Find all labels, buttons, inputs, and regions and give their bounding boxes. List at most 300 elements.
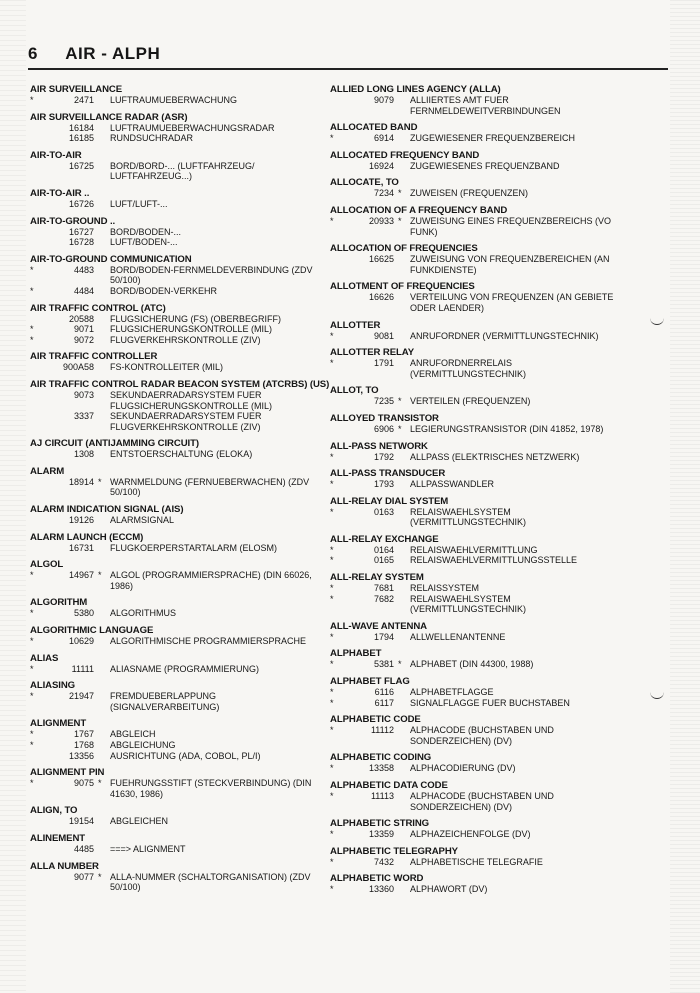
- entry-number: 7682: [373, 593, 394, 604]
- entry-number: 5381: [373, 659, 394, 670]
- translation-line: [330, 632, 630, 643]
- dictionary-entry: [30, 833, 330, 855]
- german-translation: ABGLEICH: [110, 729, 156, 740]
- translation-line: [330, 583, 630, 594]
- entry-term: ALPHABETIC TELEGRAPHY: [330, 845, 458, 857]
- german-translation: ZUGEWIESENES FREQUENZBAND: [410, 160, 560, 171]
- translation-line: [30, 816, 330, 827]
- entry-term: ALIGNMENT: [30, 718, 87, 730]
- entry-term: AJ CIRCUIT (ANTIJAMMING CIRCUIT): [30, 438, 199, 450]
- entry-number: 900A58: [62, 362, 94, 373]
- standard-star-marker: *: [330, 544, 334, 555]
- german-translation: RELAISWAEHLVERMITTLUNG: [410, 544, 538, 555]
- translation-line: [30, 636, 330, 647]
- dictionary-entry: [30, 680, 330, 712]
- left-column: [30, 84, 330, 899]
- standard-star-marker: *: [30, 334, 34, 345]
- german-translation: ALLIIERTES AMT FUER FERNMELDEWEITVERBINDUNGEN: [410, 95, 561, 116]
- definition-star-marker: *: [398, 396, 402, 407]
- standard-star-marker: *: [30, 324, 34, 335]
- standard-star-marker: *: [330, 884, 334, 895]
- translation-line: [30, 314, 330, 325]
- translation-line: [330, 857, 630, 868]
- entry-number: 9072: [73, 334, 94, 345]
- translation-line: [330, 452, 630, 463]
- translation-line: [330, 424, 630, 435]
- translation-line: [30, 664, 330, 675]
- entry-term: ALL-PASS TRANSDUCER: [330, 468, 446, 480]
- dictionary-entry: [30, 805, 330, 827]
- entry-term: ALLOCATION OF FREQUENCIES: [330, 243, 478, 255]
- entry-term: ALIGN, TO: [30, 805, 78, 817]
- entry-term: ALLOT, TO: [330, 385, 379, 397]
- translation-line: [330, 545, 630, 556]
- entry-number: 4483: [73, 264, 94, 275]
- entry-number: 16625: [368, 254, 394, 265]
- entry-term: ALLOCATED BAND: [330, 122, 418, 134]
- standard-star-marker: *: [330, 555, 334, 566]
- entry-number: 16185: [68, 133, 94, 144]
- german-translation: ALLPASSWANDLER: [410, 479, 495, 490]
- translation-line: [330, 479, 630, 490]
- translation-line: [330, 725, 630, 746]
- entry-term: ALINEMENT: [30, 832, 86, 844]
- translation-line: [30, 740, 330, 751]
- standard-star-marker: *: [30, 608, 34, 619]
- entry-number: 9073: [73, 389, 94, 400]
- standard-star-marker: *: [330, 697, 334, 708]
- entry-term: AIR-TO-AIR ..: [30, 187, 90, 199]
- dictionary-entry: [330, 752, 630, 774]
- entry-term: AIR-TO-GROUND COMMUNICATION: [30, 253, 192, 265]
- translation-line: [30, 411, 330, 432]
- entry-number: 1308: [73, 449, 94, 460]
- entry-number: 16728: [68, 237, 94, 248]
- translation-line: [30, 449, 330, 460]
- german-translation: ZUGEWIESENER FREQUENZBEREICH: [410, 133, 576, 144]
- translation-line: [30, 123, 330, 134]
- translation-line: [30, 286, 330, 297]
- entry-number: 13356: [68, 750, 94, 761]
- german-translation: BORD/BODEN-...: [110, 226, 182, 237]
- standard-star-marker: *: [330, 358, 334, 369]
- translation-line: [30, 543, 330, 554]
- entry-number: 13360: [368, 884, 394, 895]
- definition-star-marker: *: [398, 188, 402, 199]
- dictionary-entry: [330, 572, 630, 615]
- entry-term: ALL-PASS NETWORK: [330, 440, 428, 452]
- standard-star-marker: *: [330, 631, 334, 642]
- dictionary-entry: [330, 496, 630, 528]
- translation-line: [330, 188, 630, 199]
- translation-line: [30, 161, 330, 182]
- entry-number: 7235: [373, 396, 394, 407]
- dictionary-entry: [30, 559, 330, 591]
- standard-star-marker: *: [30, 264, 34, 275]
- translation-line: [30, 390, 330, 411]
- german-translation: ABGLEICHEN: [110, 816, 169, 827]
- german-translation: ANRUFORDNERRELAIS (VERMITTLUNGSTECHNIK): [410, 358, 527, 379]
- dictionary-entry: [30, 150, 330, 182]
- german-translation: ALGORITHMUS: [110, 608, 177, 619]
- translation-line: [30, 778, 330, 799]
- entry-number: 5380: [73, 608, 94, 619]
- dictionary-entry: [30, 466, 330, 498]
- standard-star-marker: *: [30, 663, 34, 674]
- entry-number: 16924: [368, 160, 394, 171]
- scan-speckle-left: [0, 0, 26, 993]
- entry-number: 16184: [68, 122, 94, 133]
- standard-star-marker: *: [330, 659, 334, 670]
- entry-number: 21947: [68, 691, 94, 702]
- standard-star-marker: *: [330, 725, 334, 736]
- german-translation: WARNMELDUNG (FERNUEBERWACHEN) (ZDV 50/100): [110, 476, 310, 498]
- entry-number: 16725: [68, 160, 94, 171]
- entry-term: ALLOTMENT OF FREQUENCIES: [330, 281, 475, 293]
- page-header: [28, 44, 160, 64]
- dictionary-entry: [330, 150, 630, 172]
- page-title: AIR - ALPH: [65, 44, 161, 63]
- entry-number: 16726: [68, 198, 94, 209]
- entry-number: 18914: [68, 476, 94, 487]
- german-translation: ALLPASS (ELEKTRISCHES NETZWERK): [410, 451, 580, 462]
- entry-number: 20933: [368, 215, 394, 226]
- german-translation: RELAISWAEHLVERMITTLUNGSSTELLE: [410, 555, 578, 566]
- standard-star-marker: *: [30, 778, 34, 789]
- entry-number: 6117: [374, 697, 394, 708]
- entry-term: ALPHABET FLAG: [330, 676, 410, 688]
- standard-star-marker: *: [30, 636, 34, 647]
- dictionary-entry: [30, 718, 330, 761]
- entry-term: AIR-TO-GROUND ..: [30, 215, 116, 227]
- translation-line: [30, 324, 330, 335]
- translation-line: [30, 227, 330, 238]
- entry-term: ALPHABETIC CODING: [330, 752, 432, 764]
- dictionary-entry: [330, 873, 630, 895]
- entry-number: 11113: [370, 791, 394, 801]
- dictionary-entry: [30, 84, 330, 106]
- dictionary-entry: [330, 413, 630, 435]
- dictionary-entry: [30, 625, 330, 647]
- standard-star-marker: *: [330, 479, 334, 490]
- german-translation: BORD/BODEN-FERNMELDEVERBINDUNG (ZDV 50/100): [110, 264, 313, 286]
- standard-star-marker: *: [330, 330, 334, 341]
- entry-term: AIR SURVEILLANCE: [30, 84, 123, 95]
- dictionary-entry: [330, 243, 630, 275]
- right-column: [330, 84, 630, 901]
- entry-number: 11112: [370, 725, 394, 736]
- german-translation: VERTEILEN (FREQUENZEN): [410, 396, 531, 407]
- german-translation: ENTSTOERSCHALTUNG (ELOKA): [110, 449, 253, 460]
- dictionary-entry: [330, 621, 630, 643]
- entry-number: 7234: [373, 188, 394, 199]
- dictionary-entry: [30, 504, 330, 526]
- dictionary-entry: [30, 767, 330, 799]
- german-translation: ALPHAWORT (DV): [410, 884, 488, 895]
- entry-term: ALLOYED TRANSISTOR: [330, 412, 439, 424]
- standard-star-marker: *: [30, 95, 34, 105]
- translation-line: [30, 477, 330, 498]
- entry-term: ALIASING: [30, 680, 76, 692]
- translation-line: [330, 791, 630, 812]
- dictionary-entry: [30, 861, 330, 893]
- entry-term: ALARM: [30, 465, 65, 477]
- german-translation: SIGNALFLAGGE FUER BUCHSTABEN: [410, 697, 570, 708]
- entry-term: AIR TRAFFIC CONTROLLER: [30, 351, 158, 363]
- german-translation: ALARMSIGNAL: [110, 515, 175, 526]
- entry-number: 1791: [373, 358, 394, 369]
- translation-line: [30, 362, 330, 373]
- translation-line: [330, 292, 630, 313]
- entry-number: 10629: [68, 636, 94, 647]
- translation-line: [30, 265, 330, 286]
- entry-number: 2471: [73, 95, 94, 105]
- entry-term: ALGORITHM: [30, 597, 88, 609]
- entry-term: ALLOTTER: [330, 319, 381, 331]
- standard-star-marker: *: [330, 506, 334, 517]
- german-translation: BORD/BODEN-VERKEHR: [110, 285, 218, 296]
- german-translation: ALPHABETFLAGGE: [410, 687, 494, 698]
- entry-number: 1768: [73, 740, 94, 750]
- translation-line: [330, 331, 630, 342]
- standard-star-marker: *: [330, 133, 334, 144]
- german-translation: FLUGSICHERUNGSKONTROLLE (MIL): [110, 324, 273, 335]
- entry-term: ALARM INDICATION SIGNAL (AIS): [30, 504, 184, 516]
- standard-star-marker: *: [330, 763, 334, 774]
- entry-number: 9077: [73, 871, 94, 882]
- translation-line: [30, 133, 330, 144]
- translation-line: [330, 216, 630, 237]
- standard-star-marker: *: [30, 740, 34, 750]
- standard-star-marker: *: [30, 570, 34, 581]
- entry-number: 6116: [374, 687, 394, 698]
- translation-line: [30, 872, 330, 893]
- entry-term: ALIGNMENT PIN: [30, 767, 105, 779]
- dictionary-entry: [30, 379, 330, 432]
- dictionary-entry: [30, 653, 330, 675]
- dictionary-entry: [330, 385, 630, 407]
- dictionary-entry: [330, 122, 630, 144]
- definition-star-marker: *: [398, 423, 402, 434]
- dictionary-entry: [330, 648, 630, 670]
- entry-term: ALGOL: [30, 559, 64, 571]
- entry-number: 19154: [68, 816, 94, 827]
- translation-line: [330, 507, 630, 528]
- translation-line: [330, 95, 630, 116]
- translation-line: [30, 751, 330, 762]
- translation-line: [330, 698, 630, 709]
- german-translation: ALLWELLENANTENNE: [410, 631, 506, 642]
- standard-star-marker: *: [330, 687, 334, 698]
- definition-star-marker: *: [98, 778, 102, 789]
- german-translation: ANRUFORDNER (VERMITTLUNGSTECHNIK): [410, 330, 599, 341]
- entry-term: AIR SURVEILLANCE RADAR (ASR): [30, 111, 188, 123]
- german-translation: RUNDSUCHRADAR: [110, 133, 194, 144]
- german-translation: FLUGVERKEHRSKONTROLLE (ZIV): [110, 334, 261, 345]
- german-translation: ALPHAZEICHENFOLGE (DV): [410, 829, 531, 840]
- standard-star-marker: *: [330, 451, 334, 462]
- german-translation: ZUWEISUNG VON FREQUENZBEREICHEN (AN FUNKDIENSTE): [410, 254, 610, 275]
- entry-number: 0165: [373, 555, 394, 566]
- german-translation: BORD/BORD-... (LUFTFAHRZEUG/ LUFTFAHRZEUG...): [110, 160, 255, 182]
- dictionary-entry: [330, 177, 630, 199]
- entry-term: ALL-RELAY EXCHANGE: [330, 533, 439, 545]
- dictionary-entry: [330, 281, 630, 313]
- entry-number: 6914: [373, 133, 394, 144]
- dictionary-entry: [30, 216, 330, 248]
- entry-number: 4484: [73, 285, 94, 296]
- entry-term: ALLA NUMBER: [30, 860, 99, 872]
- entry-number: 1794: [373, 631, 394, 642]
- german-translation: FREMDUEBERLAPPUNG (SIGNALVERARBEITUNG): [110, 691, 220, 712]
- entry-number: 9075: [73, 778, 94, 789]
- dictionary-entry: [30, 254, 330, 297]
- german-translation: VERTEILUNG VON FREQUENZEN (AN GEBIETE ODER LAENDER): [410, 292, 614, 313]
- dictionary-entry: [330, 714, 630, 746]
- definition-star-marker: *: [98, 570, 102, 581]
- entry-term: AIR TRAFFIC CONTROL (ATC): [30, 302, 166, 314]
- german-translation: LUFT/LUFT-...: [110, 198, 168, 209]
- german-translation: ABGLEICHUNG: [110, 740, 176, 750]
- margin-mark-2: [650, 690, 664, 699]
- german-translation: ===> ALIGNMENT: [110, 843, 186, 854]
- entry-term: ALPHABETIC CODE: [330, 714, 421, 726]
- translation-line: [330, 254, 630, 275]
- definition-star-marker: *: [98, 871, 102, 882]
- standard-star-marker: *: [30, 691, 34, 702]
- entry-number: 9081: [373, 330, 394, 341]
- dictionary-entry: [30, 438, 330, 460]
- entry-number: 1793: [373, 479, 394, 490]
- dictionary-entry: [30, 597, 330, 619]
- entry-term: ALPHABETIC STRING: [330, 818, 430, 830]
- entry-number: 20588: [68, 313, 94, 324]
- standard-star-marker: *: [330, 829, 334, 840]
- dictionary-entry: [30, 112, 330, 144]
- standard-star-marker: *: [330, 791, 334, 801]
- dictionary-entry: [330, 347, 630, 379]
- entry-number: 0163: [373, 506, 394, 517]
- translation-line: [30, 608, 330, 619]
- entry-number: 16626: [368, 292, 394, 303]
- german-translation: RELAISSYSTEM: [410, 583, 480, 594]
- entry-term: ALPHABET: [330, 648, 382, 660]
- translation-line: [330, 358, 630, 379]
- entry-number: 16727: [68, 226, 94, 237]
- translation-line: [30, 729, 330, 740]
- translation-line: [330, 763, 630, 774]
- standard-star-marker: *: [30, 729, 34, 740]
- translation-line: [330, 555, 630, 566]
- german-translation: FLUGKOERPERSTARTALARM (ELOSM): [110, 542, 278, 553]
- translation-line: [30, 199, 330, 210]
- dictionary-entry: [30, 532, 330, 554]
- entry-term: ALLIED LONG LINES AGENCY (ALLA): [330, 84, 501, 95]
- dictionary-entry: [330, 84, 630, 116]
- german-translation: RELAISWAEHLSYSTEM (VERMITTLUNGSTECHNIK): [410, 593, 527, 615]
- german-translation: LUFTRAUMUEBERWACHUNGSRADAR: [110, 122, 275, 133]
- german-translation: ZUWEISEN (FREQUENZEN): [410, 188, 528, 199]
- translation-line: [330, 687, 630, 698]
- standard-star-marker: *: [30, 285, 34, 296]
- translation-line: [30, 237, 330, 248]
- dictionary-entry: [30, 303, 330, 346]
- dictionary-entry: [330, 441, 630, 463]
- entry-number: 1792: [373, 451, 394, 462]
- entry-number: 16731: [68, 542, 94, 553]
- entry-number: 6906: [373, 423, 394, 434]
- translation-line: [30, 691, 330, 712]
- entry-term: ALPHABETIC DATA CODE: [330, 780, 448, 791]
- dictionary-entry: [330, 468, 630, 490]
- german-translation: ALPHACODIERUNG (DV): [410, 763, 516, 774]
- dictionary-entry: [330, 846, 630, 868]
- entry-term: ALL-RELAY DIAL SYSTEM: [330, 495, 449, 507]
- translation-line: [330, 396, 630, 407]
- german-translation: ALPHABET (DIN 44300, 1988): [410, 659, 534, 670]
- entry-number: 1767: [73, 729, 94, 740]
- german-translation: ALGORITHMISCHE PROGRAMMIERSPRACHE: [110, 636, 307, 647]
- dictionary-entry: [330, 320, 630, 342]
- german-translation: FS-KONTROLLEITER (MIL): [110, 362, 224, 373]
- entry-number: 9071: [73, 324, 94, 335]
- german-translation: ALLA-NUMMER (SCHALTORGANISATION) (ZDV 50/100): [110, 871, 311, 893]
- entry-term: ALGORITHMIC LANGUAGE: [30, 625, 154, 637]
- dictionary-entry: [330, 780, 630, 812]
- translation-line: [330, 659, 630, 670]
- standard-star-marker: *: [330, 593, 334, 604]
- german-translation: LEGIERUNGSTRANSISTOR (DIN 41852, 1978): [410, 423, 604, 434]
- german-translation: AUSRICHTUNG (ADA, COBOL, PL/I): [110, 750, 261, 761]
- entry-number: 14967: [68, 570, 94, 581]
- dictionary-entry: [30, 351, 330, 373]
- german-translation: ALIASNAME (PROGRAMMIERUNG): [110, 663, 260, 674]
- entry-term: ALL-RELAY SYSTEM: [330, 572, 424, 584]
- entry-term: ALLOCATION OF A FREQUENCY BAND: [330, 204, 508, 216]
- german-translation: FUEHRUNGSSTIFT (STECKVERBINDUNG) (DIN 41630, 1986): [110, 778, 312, 799]
- translation-line: [330, 161, 630, 172]
- standard-star-marker: *: [330, 856, 334, 867]
- translation-line: [330, 133, 630, 144]
- entry-number: 7681: [373, 583, 394, 594]
- german-translation: ALGOL (PROGRAMMIERSPRACHE) (DIN 66026, 1986): [110, 570, 312, 591]
- entry-number: 3337: [73, 411, 94, 422]
- entry-number: 19126: [68, 515, 94, 526]
- german-translation: SEKUNDAERRADARSYSTEM FUER FLUGSICHERUNGSKONTROLLE (MIL): [110, 389, 273, 411]
- entry-term: AIR TRAFFIC CONTROL RADAR BEACON SYSTEM (ATCRBS) (US): [30, 378, 330, 390]
- entry-number: 0164: [373, 544, 394, 555]
- german-translation: LUFTRAUMUEBERWACHUNG: [110, 95, 238, 105]
- entry-number: 13359: [368, 829, 394, 840]
- translation-line: [30, 515, 330, 526]
- dictionary-entry: [30, 188, 330, 210]
- german-translation: RELAISWAEHLSYSTEM (VERMITTLUNGSTECHNIK): [410, 506, 527, 528]
- entry-term: ALPHABETIC WORD: [330, 873, 424, 885]
- german-translation: ALPHACODE (BUCHSTABEN UND SONDERZEICHEN) (DV): [410, 791, 554, 812]
- translation-line: [330, 829, 630, 840]
- german-translation: LUFT/BODEN-...: [110, 237, 178, 248]
- definition-star-marker: *: [398, 215, 402, 226]
- dictionary-entry: [330, 818, 630, 840]
- dictionary-entry: [330, 205, 630, 237]
- german-translation: ALPHACODE (BUCHSTABEN UND SONDERZEICHEN) (DV): [410, 725, 554, 746]
- entry-number: 7432: [373, 856, 394, 867]
- header-rule: [28, 68, 668, 70]
- entry-number: 13358: [368, 763, 394, 774]
- dictionary-entry: [330, 676, 630, 708]
- translation-line: [30, 844, 330, 855]
- entry-term: ALARM LAUNCH (ECCM): [30, 531, 144, 543]
